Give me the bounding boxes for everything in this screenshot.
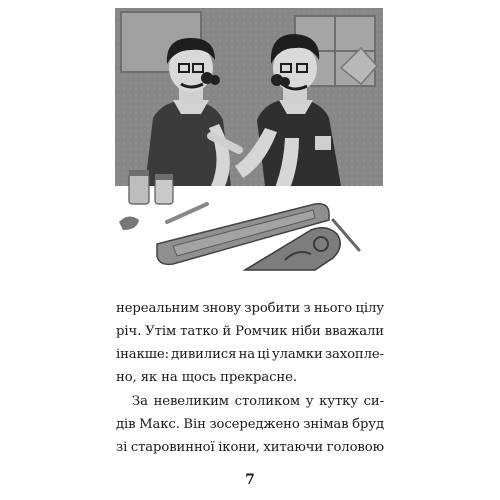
word: ці — [257, 347, 270, 362]
line-text: но, як на щось прекрасне. — [116, 370, 297, 385]
word: нього — [313, 301, 353, 316]
word: си- — [363, 394, 384, 409]
word: ікони, — [218, 440, 260, 455]
word: у — [305, 394, 314, 409]
word: вважали — [324, 324, 384, 339]
text-line — [116, 366, 384, 389]
word: нереальним — [116, 301, 200, 316]
word: столиком — [234, 394, 301, 409]
word: татко — [180, 324, 219, 339]
word: бруд — [352, 417, 384, 432]
body-text — [116, 297, 384, 459]
word: ніби — [291, 324, 321, 339]
word: з — [303, 301, 311, 316]
word: цілу — [355, 301, 384, 316]
word: й — [222, 324, 232, 339]
word: Макс. — [139, 417, 180, 432]
word: знімав — [303, 417, 349, 432]
text-line — [116, 436, 384, 459]
page-number: 7 — [245, 472, 255, 488]
text-line — [116, 343, 384, 366]
illustration-svg — [115, 8, 383, 280]
word: невеликим — [153, 394, 229, 409]
word: захопле- — [324, 347, 384, 362]
text-line — [116, 390, 384, 413]
word: дів — [116, 417, 136, 432]
word: головою — [326, 440, 384, 455]
word: кутку — [319, 394, 358, 409]
word: на — [238, 347, 256, 362]
word: дивилися — [171, 347, 237, 362]
word: старовинної — [130, 440, 215, 455]
text-line — [116, 320, 384, 343]
word: інакше: — [116, 347, 169, 362]
word: уламки — [271, 347, 323, 362]
word: знову — [202, 301, 242, 316]
word: Утім — [145, 324, 177, 339]
word: річ. — [116, 324, 142, 339]
word: зі — [116, 440, 128, 455]
word: Він — [183, 417, 206, 432]
word: зробити — [244, 301, 301, 316]
word: За — [132, 394, 148, 409]
two-restorers-with-loupe-glasses-illustration — [115, 8, 383, 280]
word: Ромчик — [235, 324, 288, 339]
word: зосереджено — [209, 417, 300, 432]
text-line — [116, 413, 384, 436]
word: хитаючи — [263, 440, 324, 455]
text-line — [116, 297, 384, 320]
